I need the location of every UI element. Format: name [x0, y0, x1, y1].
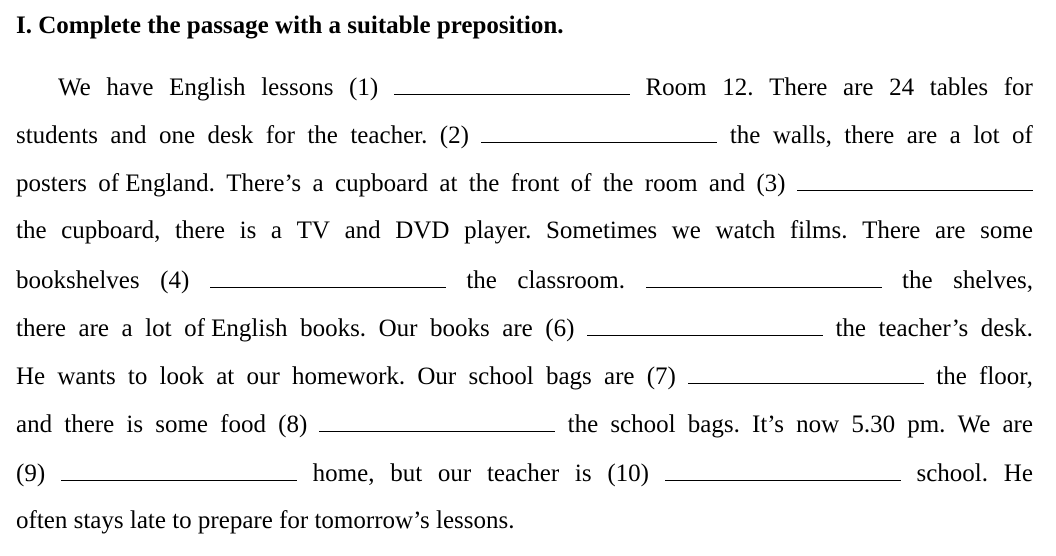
- passage-word: homework.: [291, 363, 406, 390]
- passage-word: front: [510, 170, 560, 197]
- passage-word: of England.: [98, 170, 215, 197]
- passage-word: of: [570, 170, 592, 197]
- passage-word: teacher: [486, 460, 560, 487]
- passage-word: a: [312, 170, 324, 197]
- passage-word: We: [957, 411, 991, 438]
- answer-blank[interactable]: [646, 263, 882, 288]
- passage-word: and: [110, 122, 147, 149]
- passage-word: He: [16, 363, 46, 390]
- passage-word: are: [843, 74, 874, 101]
- passage-word: There: [862, 217, 921, 244]
- passage-line: [16, 166, 1033, 200]
- passage-word: and: [708, 170, 745, 197]
- passage-word: there: [844, 122, 895, 149]
- passage-word: (9): [16, 460, 46, 487]
- passage-line: [16, 504, 1033, 538]
- answer-blank[interactable]: [319, 407, 555, 432]
- passage-word: teacher’s: [878, 315, 969, 342]
- passage-word: at: [216, 363, 235, 390]
- passage-word: There’s: [226, 170, 302, 197]
- passage-word: but: [390, 460, 423, 487]
- passage-word: books.: [300, 315, 367, 342]
- passage-word: a: [121, 315, 133, 342]
- passage-word: school: [468, 363, 534, 390]
- passage-line: [16, 456, 1033, 490]
- passage-word: of English: [184, 315, 288, 342]
- passage-word: often stays late to prepare for tomorrow’s lessons.: [16, 507, 515, 534]
- passage-word: the: [567, 411, 599, 438]
- passage-word: (6): [545, 315, 575, 342]
- passage-word: the: [902, 267, 933, 294]
- passage-word: the: [466, 267, 497, 294]
- passage-word: the: [468, 170, 500, 197]
- passage-word: for: [265, 122, 295, 149]
- passage-line: [16, 407, 1033, 441]
- passage-line: [16, 263, 1033, 297]
- passage-word: the: [936, 363, 967, 390]
- answer-blank[interactable]: [394, 70, 630, 95]
- passage-word: to: [127, 363, 148, 390]
- passage-word: floor,: [979, 363, 1033, 390]
- passage-word: TV: [296, 217, 330, 244]
- passage-word: It’s: [752, 411, 784, 438]
- answer-blank[interactable]: [797, 166, 1033, 191]
- passage-word: our: [246, 363, 280, 390]
- passage-word: books: [429, 315, 490, 342]
- passage-word: is: [239, 217, 257, 244]
- passage-word: have: [106, 74, 154, 101]
- passage-word: DVD: [395, 217, 450, 244]
- passage-word: He: [1003, 460, 1033, 487]
- passage-word: (2): [439, 122, 469, 149]
- passage-word: desk.: [980, 315, 1033, 342]
- passage-word: one: [158, 122, 196, 149]
- passage-word: at: [439, 170, 458, 197]
- passage-word: there: [175, 217, 226, 244]
- passage-word: is: [126, 411, 144, 438]
- passage-word: a: [949, 122, 961, 149]
- passage-word: cupboard,: [61, 217, 161, 244]
- passage-word: desk: [207, 122, 254, 149]
- passage-word: tables: [929, 74, 989, 101]
- passage-word: the: [835, 315, 866, 342]
- passage-word: (7): [646, 363, 676, 390]
- passage-word: are: [78, 315, 110, 342]
- passage-word: bookshelves: [16, 267, 140, 294]
- passage-word: classroom.: [517, 267, 625, 294]
- passage-word: the: [16, 217, 47, 244]
- passage-word: some: [155, 411, 209, 438]
- passage-line: [16, 214, 1033, 248]
- answer-blank[interactable]: [688, 359, 924, 384]
- answer-blank[interactable]: [665, 456, 901, 481]
- passage-word: the: [729, 122, 761, 149]
- passage-word: look: [159, 363, 204, 390]
- passage-line: [16, 118, 1033, 152]
- passage-word: some: [980, 217, 1033, 244]
- passage-word: school.: [916, 460, 989, 487]
- passage-word: students: [16, 122, 98, 149]
- passage-word: food: [220, 411, 266, 438]
- passage-word: walls,: [772, 122, 832, 149]
- passage-word: (8): [278, 411, 308, 438]
- passage-word: Room: [645, 74, 707, 101]
- passage-word: there: [16, 315, 66, 342]
- passage-word: are: [935, 217, 966, 244]
- passage-word: are: [502, 315, 533, 342]
- passage-word: lessons: [261, 74, 334, 101]
- passage-word: the: [307, 122, 338, 149]
- answer-blank[interactable]: [210, 263, 446, 288]
- passage-word: is: [574, 460, 592, 487]
- passage-word: for: [1003, 74, 1033, 101]
- passage-line: [16, 359, 1033, 393]
- passage-word: We: [58, 74, 91, 101]
- passage-line: [16, 311, 1033, 345]
- passage-word: cupboard: [334, 170, 429, 197]
- passage-word: teacher.: [350, 122, 428, 149]
- passage-word: There: [769, 74, 828, 101]
- answer-blank[interactable]: [481, 118, 717, 143]
- passage-word: a: [270, 217, 283, 244]
- answer-blank[interactable]: [61, 456, 297, 481]
- passage-word: pm.: [907, 411, 946, 438]
- passage-word: player.: [464, 217, 532, 244]
- passage-word: of: [1012, 122, 1033, 149]
- passage-word: lot: [973, 122, 1000, 149]
- passage-word: shelves,: [953, 267, 1033, 294]
- passage-word: bags: [545, 363, 592, 390]
- passage-word: (1): [349, 74, 379, 101]
- passage-word: are: [603, 363, 635, 390]
- passage-word: films.: [789, 217, 848, 244]
- passage-word: Our: [417, 363, 457, 390]
- passage-word: school: [610, 411, 676, 438]
- passage-word: watch: [715, 217, 776, 244]
- passage-word: our: [437, 460, 472, 487]
- passage-word: bags.: [687, 411, 740, 438]
- passage-word: and: [16, 411, 53, 438]
- passage-word: 12.: [722, 74, 754, 101]
- passage-word: are: [1002, 411, 1033, 438]
- passage-word: and: [344, 217, 381, 244]
- passage-word: room: [644, 170, 698, 197]
- passage-word: (10): [607, 460, 649, 487]
- passage-line: [58, 70, 1033, 104]
- passage-word: Our: [378, 315, 418, 342]
- passage-word: are: [906, 122, 938, 149]
- answer-blank[interactable]: [587, 311, 823, 336]
- passage-word: lot: [145, 315, 172, 342]
- passage-word: (3): [756, 170, 786, 197]
- passage-word: now: [796, 411, 840, 438]
- passage-word: 24: [889, 74, 915, 101]
- passage-word: English: [169, 74, 246, 101]
- exercise-heading: I. Complete the passage with a suitable preposition.: [16, 12, 564, 39]
- passage-word: Sometimes: [546, 217, 658, 244]
- passage-word: (4): [160, 267, 190, 294]
- passage-word: posters: [16, 170, 87, 197]
- passage-word: 5.30: [851, 411, 896, 438]
- passage-word: wants: [57, 363, 116, 390]
- passage-word: we: [671, 217, 701, 244]
- passage-word: the: [602, 170, 634, 197]
- passage-word: there: [64, 411, 115, 438]
- passage-word: home,: [312, 460, 375, 487]
